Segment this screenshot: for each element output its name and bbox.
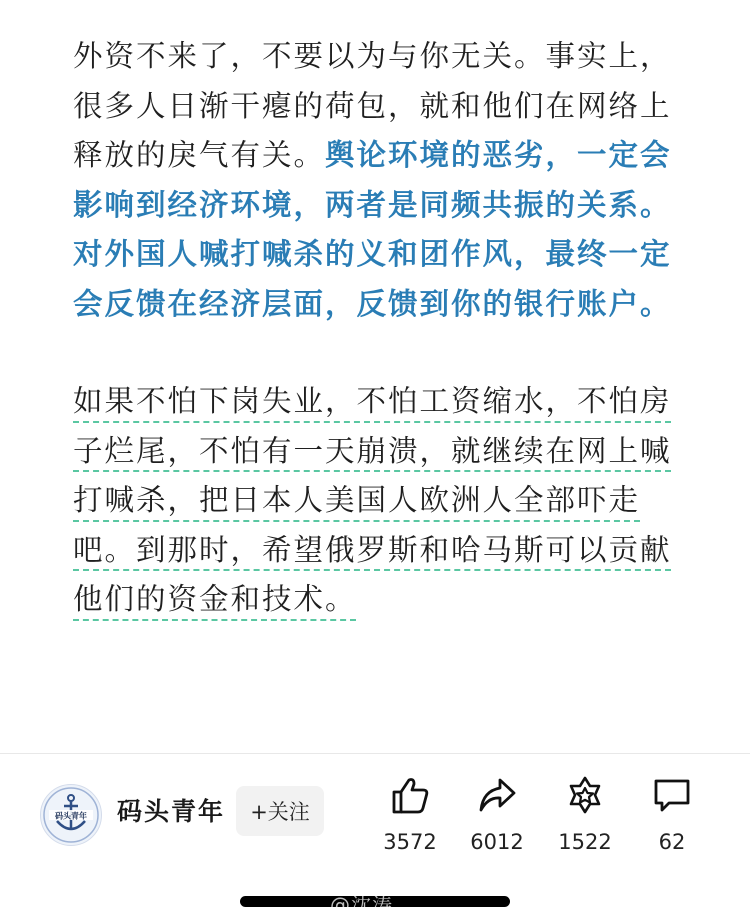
like-count: 3572 xyxy=(383,830,437,854)
like-action[interactable] xyxy=(365,774,455,854)
paragraph-2-line: 他们的资金和技术。 xyxy=(73,582,357,616)
highlighted-text: 舆论环境的恶劣，一定会影响到经济环境，两者是同频共振的关系。对外国人喊打喊杀的义和团作风，最终一定会反馈在经济层面，反馈到你的银行账户。 xyxy=(73,138,672,321)
article-body xyxy=(73,32,683,625)
paragraph-2-line: 打喊杀，把日本人美国人欧洲人全部吓走 xyxy=(73,483,641,517)
comment-count: 62 xyxy=(658,830,686,854)
paragraph-1-text: 外资不来了，不要以为与你无关。事实上，很多人日渐干瘪的荷包，就和他们在网络上释放的戾气有关。 xyxy=(73,39,672,172)
thumbs-up-icon xyxy=(389,774,431,816)
star-badge-icon xyxy=(564,774,606,816)
paragraph-2-line: 子烂尾，不怕有一天崩溃，就继续在网上喊 xyxy=(73,433,672,468)
avatar-text: 码头青年 xyxy=(55,811,87,821)
comment-action[interactable] xyxy=(627,774,717,854)
share-action[interactable] xyxy=(452,774,542,854)
anchor-logo-icon xyxy=(41,785,101,845)
paragraph-1 xyxy=(73,32,683,329)
account-name[interactable]: 码头青年 xyxy=(117,797,226,826)
follow-button[interactable]: +关注 xyxy=(236,786,324,836)
paragraph-2-line: 如果不怕下岗失业，不怕工资缩水，不怕房 xyxy=(73,384,672,418)
watermark: @沈涛 xyxy=(330,893,393,917)
paragraph-2 xyxy=(73,377,683,625)
paragraph-2-line: 吧。到那时，希望俄罗斯和哈马斯可以贡献 xyxy=(73,532,672,567)
favorite-action[interactable] xyxy=(540,774,630,854)
avatar[interactable] xyxy=(40,784,102,846)
favorite-count: 1522 xyxy=(558,830,612,854)
comment-bubble-icon xyxy=(651,774,693,816)
share-arrow-icon xyxy=(476,774,518,816)
share-count: 6012 xyxy=(470,830,524,854)
